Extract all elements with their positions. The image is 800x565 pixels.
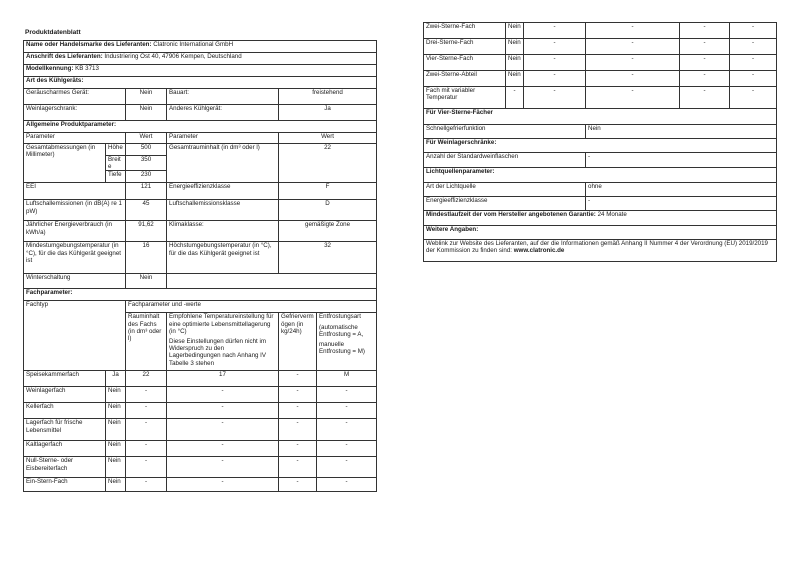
- compartment-present: Nein: [106, 387, 126, 403]
- defrost-col-header: [317, 313, 377, 371]
- compartment-defrost: -: [317, 387, 377, 403]
- compartment-defrost: -: [317, 419, 377, 441]
- total-volume-label: Gesamtrauminhalt (in dm³ oder l): [167, 144, 279, 183]
- design-label: Bauart:: [167, 89, 279, 105]
- bottles-value: -: [586, 153, 777, 168]
- compartment-temp: -: [586, 23, 680, 39]
- defrost-col-note-2: manuelle Entfrostung = M): [319, 341, 365, 356]
- fast-freeze-label: Schnellgefrierfunktion: [424, 125, 586, 139]
- efficiency-class-value: F: [279, 183, 377, 200]
- total-volume-value: 22: [279, 144, 377, 183]
- compartment-temp: -: [167, 478, 279, 492]
- noise-class-value: D: [279, 200, 377, 221]
- compartment-volume: -: [524, 71, 586, 87]
- compartment-volume: -: [524, 39, 586, 55]
- min-temp-value: 16: [126, 242, 167, 274]
- compartment-volume: -: [126, 403, 167, 419]
- compartment-temp: 17: [167, 371, 279, 387]
- height-value: 500: [126, 144, 167, 156]
- low-noise-value: Nein: [126, 89, 167, 105]
- compartment-defrost: -: [317, 457, 377, 478]
- param-col-header-2: Parameter: [167, 133, 279, 144]
- compartment-defrost: -: [317, 441, 377, 457]
- compartment-present: Nein: [106, 419, 126, 441]
- compartment-temp: -: [586, 55, 680, 71]
- compartment-present: Nein: [106, 457, 126, 478]
- compartment-defrost: -: [317, 478, 377, 492]
- winter-empty-cell: [167, 274, 377, 289]
- climate-value: gemäßigte Zone: [279, 221, 377, 242]
- compartment-freeze: -: [279, 371, 317, 387]
- dimensions-label: Gesamtabmessungen (in Millimeter): [24, 144, 106, 183]
- compartment-temp: -: [586, 87, 680, 109]
- height-label: Höhe: [106, 144, 126, 156]
- supplier-name-value: Clatronic International GmbH: [153, 41, 234, 48]
- energy-label: Jährlicher Energieverbrauch (in kWh/a): [24, 221, 126, 242]
- energy-value: 91,62: [126, 221, 167, 242]
- page-title: Produktdatenblatt: [25, 29, 81, 36]
- compartment-name: Kaltlagerfach: [24, 441, 106, 457]
- compartment-name: Speisekammerfach: [24, 371, 106, 387]
- compartment-present: -: [506, 87, 524, 109]
- compartment-defrost: -: [317, 403, 377, 419]
- max-temp-label: Höchstumgebungstemperatur (in °C), für die das Kühlgerät geeignet ist: [167, 242, 279, 274]
- compartment-volume: -: [524, 23, 586, 39]
- min-temp-label: Mindestumgebungstemperatur (in °C), für die das Kühlgerät geeignet ist: [24, 242, 126, 274]
- compartment-volume: -: [126, 441, 167, 457]
- noise-class-label: Luftschallemissionsklasse: [167, 200, 279, 221]
- max-temp-value: 32: [279, 242, 377, 274]
- general-heading: Allgemeine Produktparameter:: [24, 121, 377, 133]
- compartment-defrost: -: [730, 23, 777, 39]
- compartment-freeze: -: [279, 478, 317, 492]
- compartment-present: Nein: [506, 71, 524, 87]
- compartment-name: Null-Sterne- oder Eisbereiterfach: [24, 457, 106, 478]
- model-value: KB 3713: [75, 65, 99, 72]
- climate-label: Klimaklasse:: [167, 221, 279, 242]
- further-info-row: [424, 240, 777, 262]
- compartment-present: Ja: [106, 371, 126, 387]
- value-col-header: Wert: [126, 133, 167, 144]
- table-row: [424, 23, 777, 39]
- light-heading: Lichtquellenparameter:: [424, 168, 777, 183]
- model-label: Modellkennung:: [26, 65, 74, 72]
- supplier-weblink[interactable]: www.clatronic.de: [513, 247, 565, 255]
- table-row: [424, 71, 777, 87]
- compartment-volume: -: [524, 87, 586, 109]
- four-star-heading: Für Vier-Sterne-Fächer: [424, 109, 777, 125]
- efficiency-class-label: Energieeffizienzklasse: [167, 183, 279, 200]
- value-col-header-2: Wert: [279, 133, 377, 144]
- table-row: [24, 371, 377, 387]
- light-class-value: -: [586, 197, 777, 211]
- compartment-freeze: -: [279, 457, 317, 478]
- model-row: [24, 65, 377, 77]
- temp-col-title: Empfohlene Temperatureinstellung für eine optimierte Lebensmittellagerung (in °C): [169, 313, 274, 335]
- compartment-freeze: -: [279, 441, 317, 457]
- compartment-defrost: -: [730, 55, 777, 71]
- table-row: [424, 87, 777, 109]
- low-noise-label: Geräuscharmes Gerät:: [24, 89, 126, 105]
- depth-label: Tiefe: [106, 171, 126, 183]
- compartment-temp: -: [586, 71, 680, 87]
- eei-value: 121: [126, 183, 167, 200]
- other-appliance-value: Ja: [279, 105, 377, 121]
- compartment-volume: -: [126, 457, 167, 478]
- compartment-freeze: -: [680, 71, 730, 87]
- wine-cabinet-label: Weinlagerschrank:: [24, 105, 126, 121]
- compartment-volume: 22: [126, 371, 167, 387]
- compartment-name: Zwei-Sterne-Fach: [424, 23, 506, 39]
- compartment-present: Nein: [106, 441, 126, 457]
- other-appliance-label: Anderes Kühlgerät:: [167, 105, 279, 121]
- temp-col-note: Diese Einstellungen dürfen nicht im Widerspruch zu den Lagerbedingungen nach Anhang IV Tabelle 3 stehen: [169, 338, 267, 367]
- compartment-freeze: -: [279, 403, 317, 419]
- table-row: [24, 457, 377, 478]
- defrost-col-note: (automatische Entfrostung = A,: [319, 323, 364, 338]
- compartment-defrost: -: [730, 87, 777, 109]
- width-value: 350: [126, 156, 167, 171]
- winter-label: Winterschaltung: [24, 274, 126, 289]
- compartment-name: Drei-Sterne-Fach: [424, 39, 506, 55]
- fast-freeze-value: Nein: [586, 125, 777, 139]
- table-row: [424, 55, 777, 71]
- compartment-params-header: Fachparameter und -werte: [126, 301, 377, 313]
- guarantee-value: 24 Monate: [597, 211, 627, 218]
- left-datasheet-table: [23, 40, 377, 492]
- compartment-temp: -: [167, 403, 279, 419]
- design-value: freistehend: [279, 89, 377, 105]
- wine-heading: Für Weinlagerschränke:: [424, 139, 777, 153]
- compartment-present: Nein: [506, 55, 524, 71]
- volume-col-header: Rauminhalt des Fachs (in dm³ oder l): [126, 313, 167, 371]
- compartment-freeze: -: [680, 23, 730, 39]
- compartment-temp: -: [167, 441, 279, 457]
- table-row: [24, 478, 377, 492]
- param-col-header: Parameter: [24, 133, 126, 144]
- supplier-address-row: [24, 53, 377, 65]
- defrost-col-title: Entfrostungsart: [319, 313, 361, 321]
- compartment-volume: -: [126, 387, 167, 403]
- compartment-name: Fach mit variabler Temperatur: [424, 87, 506, 109]
- compartment-volume: -: [126, 478, 167, 492]
- width-label: Breite: [106, 156, 126, 171]
- temp-col-header: [167, 313, 279, 371]
- compartment-freeze: -: [680, 87, 730, 109]
- compartment-temp: -: [167, 457, 279, 478]
- compartment-defrost: M: [317, 371, 377, 387]
- compartment-defrost: -: [730, 39, 777, 55]
- compartment-name: Kellerfach: [24, 403, 106, 419]
- table-row: [24, 403, 377, 419]
- guarantee-label: Mindestlaufzeit der vom Hersteller angebotenen Garantie:: [426, 211, 596, 218]
- further-heading: Weitere Angaben:: [424, 226, 777, 240]
- compartment-present: Nein: [106, 478, 126, 492]
- compartment-defrost: -: [730, 71, 777, 87]
- compartment-freeze: -: [680, 55, 730, 71]
- appliance-type-heading: Art des Kühlgeräts:: [24, 77, 377, 89]
- light-class-label: Energieeffizienzklasse: [424, 197, 586, 211]
- compartment-freeze: -: [279, 387, 317, 403]
- compartment-present: Nein: [506, 23, 524, 39]
- compartment-freeze: -: [680, 39, 730, 55]
- right-datasheet-table: [423, 22, 777, 262]
- supplier-address-label: Anschrift des Lieferanten:: [26, 53, 103, 60]
- winter-value: Nein: [126, 274, 167, 289]
- compartment-present: Nein: [506, 39, 524, 55]
- compartment-volume: -: [126, 419, 167, 441]
- wine-cabinet-value: Nein: [126, 105, 167, 121]
- supplier-name-label: Name oder Handelsmarke des Lieferanten:: [26, 41, 152, 48]
- compartment-name: Vier-Sterne-Fach: [424, 55, 506, 71]
- eei-label: EEI: [24, 183, 126, 200]
- compartment-type-header: Fachtyp: [24, 301, 126, 371]
- compartments-heading: Fachparameter:: [24, 289, 377, 301]
- table-row: [24, 419, 377, 441]
- compartment-present: Nein: [106, 403, 126, 419]
- compartment-name: Weinlagerfach: [24, 387, 106, 403]
- depth-value: 230: [126, 171, 167, 183]
- guarantee-row: [424, 211, 777, 226]
- compartment-volume: -: [524, 55, 586, 71]
- table-row: [424, 39, 777, 55]
- further-info-text: Weblink zur Website des Lieferanten, auf der die Informationen gemäß Anhang II Nummer 4 der Verordnung (EU) 2019/2019 der Kommission zu finden sind:: [426, 240, 768, 255]
- compartment-temp: -: [586, 39, 680, 55]
- compartment-freeze: -: [279, 419, 317, 441]
- bottles-label: Anzahl der Standardweinflaschen: [424, 153, 586, 168]
- compartment-name: Lagerfach für frische Lebensmittel: [24, 419, 106, 441]
- light-type-value: ohne: [586, 183, 777, 197]
- noise-label: Luftschallemissionen (in dB(A) re 1 pW): [24, 200, 126, 221]
- freeze-col-header: Gefriervermögen (in kg/24h): [279, 313, 317, 371]
- noise-value: 45: [126, 200, 167, 221]
- table-row: [24, 441, 377, 457]
- supplier-name-row: [24, 41, 377, 53]
- compartment-temp: -: [167, 387, 279, 403]
- light-type-label: Art der Lichtquelle: [424, 183, 586, 197]
- compartment-temp: -: [167, 419, 279, 441]
- compartment-name: Zwei-Sterne-Abteil: [424, 71, 506, 87]
- supplier-address-value: Industriering Ost 40, 47906 Kempen, Deutschland: [104, 53, 242, 60]
- compartment-name: Ein-Stern-Fach: [24, 478, 106, 492]
- table-row: [24, 387, 377, 403]
